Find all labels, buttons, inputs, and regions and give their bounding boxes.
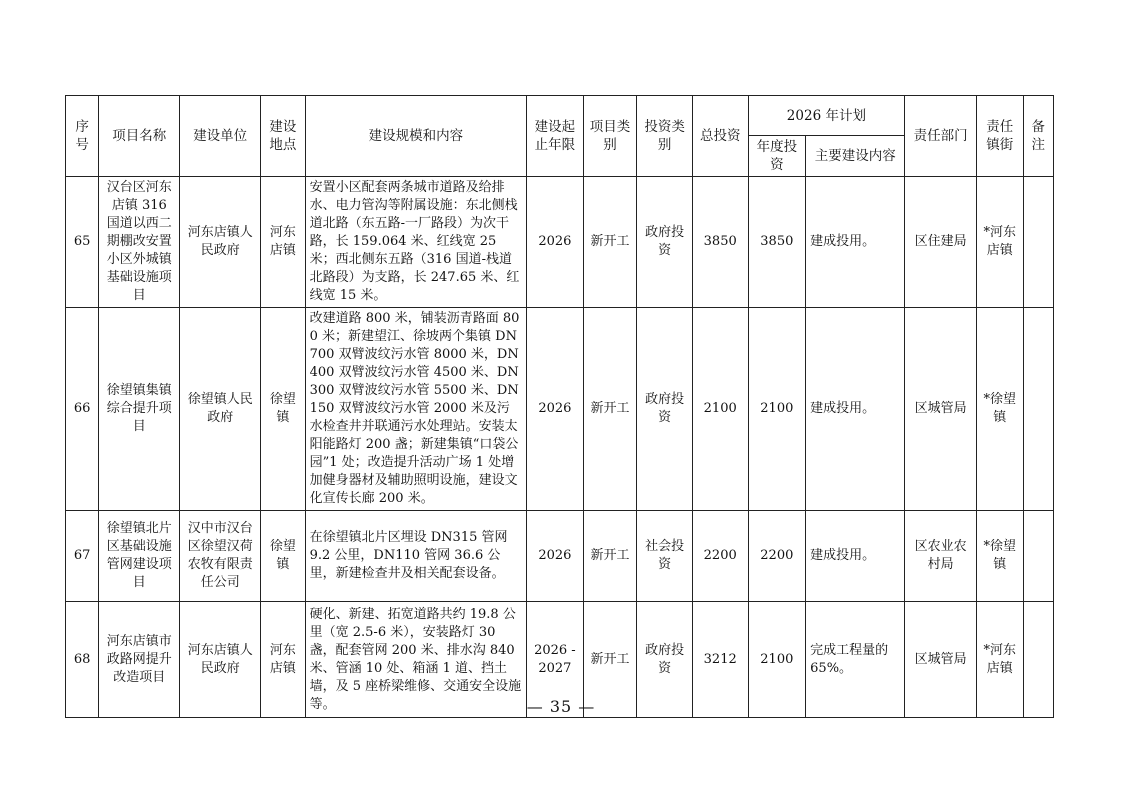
cell-dept: 区农业农村局 xyxy=(905,511,977,602)
cell-seq: 68 xyxy=(66,602,99,718)
header-scope: 建设规模和内容 xyxy=(305,96,526,177)
header-period: 建设起止年限 xyxy=(527,96,584,177)
cell-remark xyxy=(1023,511,1053,602)
page-number: — 35 — xyxy=(526,697,596,716)
table-row xyxy=(66,177,1054,308)
cell-invest-type: 政府投资 xyxy=(637,308,693,511)
header-total: 总投资 xyxy=(692,96,748,177)
cell-dept: 区住建局 xyxy=(905,177,977,308)
table-row xyxy=(66,308,1054,511)
cell-annual: 2100 xyxy=(748,308,806,511)
cell-town: *河东店镇 xyxy=(977,602,1024,718)
cell-dept: 区城管局 xyxy=(905,602,977,718)
cell-unit: 河东店镇人民政府 xyxy=(180,602,261,718)
table-row xyxy=(66,511,1054,602)
cell-period: 2026 xyxy=(527,308,584,511)
cell-scope: 硬化、新建、拓宽道路共约 19.8 公里（宽 2.5-6 米），安装路灯 30 盏，配套管网 200 米、排水沟 840 米、管涵 10 处、箱涵 1 道、挡土墙，及 5 座桥梁维修、交通安全设施等。 xyxy=(305,602,526,718)
cell-total: 3850 xyxy=(692,177,748,308)
header-dept: 责任部门 xyxy=(905,96,977,177)
cell-location: 河东店镇 xyxy=(261,177,305,308)
cell-content: 建成投用。 xyxy=(806,511,905,602)
cell-annual: 2200 xyxy=(748,511,806,602)
cell-name: 河东店镇市政路网提升改造项目 xyxy=(99,602,180,718)
cell-unit: 河东店镇人民政府 xyxy=(180,177,261,308)
cell-town: *徐望镇 xyxy=(977,308,1024,511)
cell-period: 2026 xyxy=(527,511,584,602)
cell-name: 徐望镇集镇综合提升项目 xyxy=(99,308,180,511)
cell-location: 徐望镇 xyxy=(261,511,305,602)
cell-dept: 区城管局 xyxy=(905,308,977,511)
header-content: 主要建设内容 xyxy=(806,136,905,177)
cell-total: 2200 xyxy=(692,511,748,602)
header-category: 项目类别 xyxy=(583,96,637,177)
cell-total: 2100 xyxy=(692,308,748,511)
header-annual: 年度投资 xyxy=(748,136,806,177)
cell-invest-type: 政府投资 xyxy=(637,177,693,308)
project-table xyxy=(65,95,1054,718)
cell-unit: 汉中市汉台区徐望汉荷农牧有限责任公司 xyxy=(180,511,261,602)
header-location: 建设地点 xyxy=(261,96,305,177)
cell-category: 新开工 xyxy=(583,602,637,718)
cell-seq: 67 xyxy=(66,511,99,602)
header-plan-2026: 2026 年计划 xyxy=(748,96,905,136)
header-invest-type: 投资类别 xyxy=(637,96,693,177)
cell-location: 河东店镇 xyxy=(261,602,305,718)
cell-total: 3212 xyxy=(692,602,748,718)
cell-scope: 安置小区配套两条城市道路及给排水、电力管沟等附属设施：东北侧栈道北路（东五路-一厂路段）为次干路，长 159.064 米、红线宽 25 米；西北侧东五路（316 国道-栈道北路段）为支路，长 247.65 米、红线宽 15 米。 xyxy=(305,177,526,308)
cell-town: *河东店镇 xyxy=(977,177,1024,308)
cell-scope: 改建道路 800 米，铺装沥青路面 800 米；新建望江、徐坡两个集镇 DN700 双臂波纹污水管 8000 米，DN400 双臂波纹污水管 4500 米、DN300 双臂波纹污水管 5500 米、DN150 双臂波纹污水管 2000 米及污水检查井并联通污水处理站。安装太阳能路灯 200 盏；新建集镇“口袋公园”1 处；改造提升活动广场 1 处增加健身器材及辅助照明设施，建设文化宣传长廊 200 米。 xyxy=(305,308,526,511)
cell-remark xyxy=(1023,308,1053,511)
cell-category: 新开工 xyxy=(583,511,637,602)
cell-unit: 徐望镇人民政府 xyxy=(180,308,261,511)
cell-name: 徐望镇北片区基础设施管网建设项目 xyxy=(99,511,180,602)
header-name: 项目名称 xyxy=(99,96,180,177)
header-town: 责任镇街 xyxy=(977,96,1024,177)
cell-location: 徐望镇 xyxy=(261,308,305,511)
header-unit: 建设单位 xyxy=(180,96,261,177)
header-remark: 备注 xyxy=(1023,96,1053,177)
cell-category: 新开工 xyxy=(583,308,637,511)
cell-annual: 3850 xyxy=(748,177,806,308)
cell-town: *徐望镇 xyxy=(977,511,1024,602)
cell-content: 建成投用。 xyxy=(806,177,905,308)
cell-content: 建成投用。 xyxy=(806,308,905,511)
cell-invest-type: 社会投资 xyxy=(637,511,693,602)
cell-invest-type: 政府投资 xyxy=(637,602,693,718)
cell-period: 2026 -2027 xyxy=(527,602,584,718)
cell-scope: 在徐望镇北片区埋设 DN315 管网 9.2 公里，DN110 管网 36.6 公里，新建检查井及相关配套设备。 xyxy=(305,511,526,602)
cell-content: 完成工程量的 65%。 xyxy=(806,602,905,718)
cell-name: 汉台区河东店镇 316 国道以西二期棚改安置小区外城镇基础设施项目 xyxy=(99,177,180,308)
cell-category: 新开工 xyxy=(583,177,637,308)
cell-seq: 65 xyxy=(66,177,99,308)
cell-period: 2026 xyxy=(527,177,584,308)
cell-remark xyxy=(1023,177,1053,308)
header-seq: 序号 xyxy=(66,96,99,177)
cell-seq: 66 xyxy=(66,308,99,511)
cell-annual: 2100 xyxy=(748,602,806,718)
